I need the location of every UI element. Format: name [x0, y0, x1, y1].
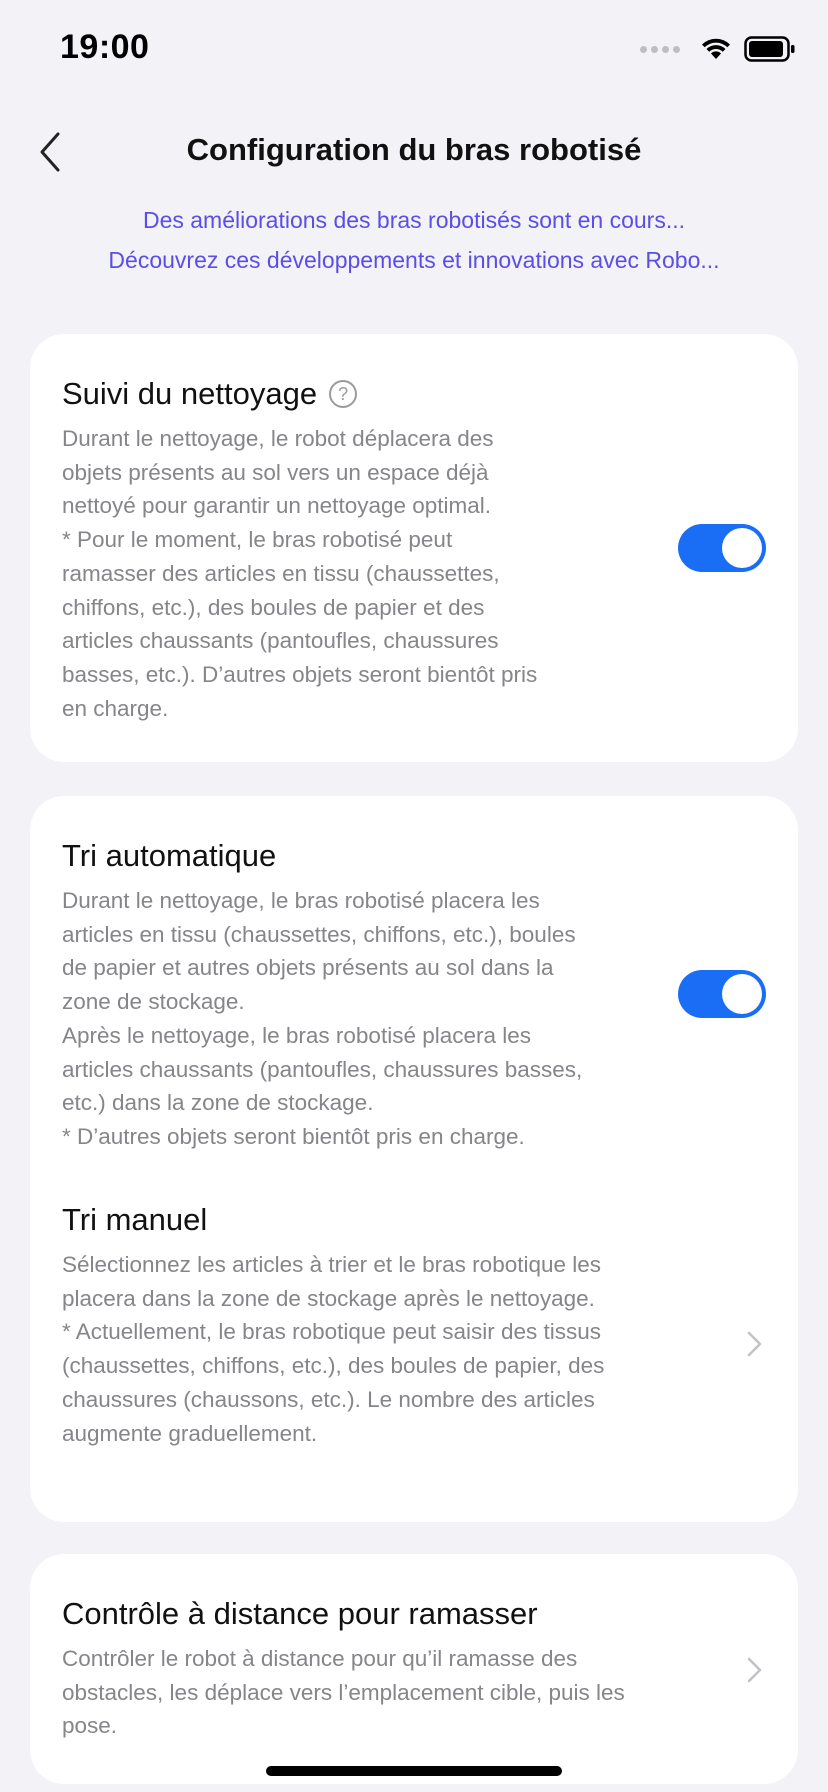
cleaning-follow-card	[30, 334, 798, 762]
chevron-right-icon[interactable]	[744, 1654, 764, 1686]
sorting-card	[30, 796, 798, 1522]
page-title: Configuration du bras robotisé	[186, 132, 642, 167]
auto-sort-description: Durant le nettoyage, le bras robotisé placera les articles en tissu (chaussettes, chiffons, etc.), boules de papier et autres objets présents au sol dans la zone de stockage. Après le nettoyage, le bras robotisé placera les articles chaussants (pantoufles, chaussures basses, etc.) dans la zone de stockage. * D’autres objets seront bientôt pris en charge.	[62, 888, 583, 1149]
battery-icon	[744, 36, 796, 62]
remote-pickup-title: Contrôle à distance pour ramasser	[62, 1596, 538, 1631]
remote-pickup-card[interactable]	[30, 1554, 798, 1784]
status-icons	[640, 36, 796, 62]
cleaning-follow-row	[62, 374, 548, 725]
manual-sort-description: Sélectionnez les articles à trier et le bras robotique les placera dans la zone de stockage après le nettoyage. * Actuellement, le bras robotique peut saisir des tissus (chaussettes, chiffons, etc.), des boules de papier, des chaussures (chaussons, etc.). Le nombre des articles augmente graduellement.	[62, 1252, 605, 1446]
wifi-icon	[700, 37, 732, 61]
manual-sort-row[interactable]	[62, 1200, 678, 1450]
auto-sort-title: Tri automatique	[62, 838, 277, 873]
cleaning-follow-title: Suivi du nettoyage	[62, 376, 318, 411]
nav-bar	[0, 110, 828, 198]
toggle-knob	[722, 528, 762, 568]
remote-pickup-row[interactable]	[62, 1594, 678, 1743]
cleaning-follow-toggle[interactable]	[678, 524, 766, 572]
promo-line-1[interactable]: Des améliorations des bras robotisés sont en cours...	[142, 207, 686, 233]
toggle-knob	[722, 974, 762, 1014]
cleaning-follow-description: Durant le nettoyage, le robot déplacera des objets présents au sol vers un espace déjà nettoyé pour garantir un nettoyage optimal. * Pour le moment, le bras robotisé peut ramasser des articles en tissu (chaussettes, chiffons, etc.), des boules de papier et des articles chaussants (pantoufles, chaussures basses, etc.). D’autres objets seront bientôt pris en charge.	[62, 426, 538, 721]
help-circle-icon[interactable]: ?	[329, 380, 357, 408]
promo-banner[interactable]	[40, 200, 788, 280]
auto-sort-toggle[interactable]	[678, 970, 766, 1018]
manual-sort-title: Tri manuel	[62, 1202, 208, 1237]
remote-pickup-description: Contrôler le robot à distance pour qu’il ramasse des obstacles, les déplace vers l’emplacement cible, puis les pose.	[62, 1646, 625, 1739]
home-indicator	[266, 1766, 562, 1776]
status-time: 19:00	[60, 28, 150, 66]
chevron-right-icon[interactable]	[744, 1328, 764, 1360]
auto-sort-row	[62, 836, 598, 1154]
promo-line-2[interactable]: Découvrez ces développements et innovations avec Robo...	[108, 247, 720, 273]
cellular-icon	[640, 46, 680, 53]
status-bar	[0, 0, 828, 100]
